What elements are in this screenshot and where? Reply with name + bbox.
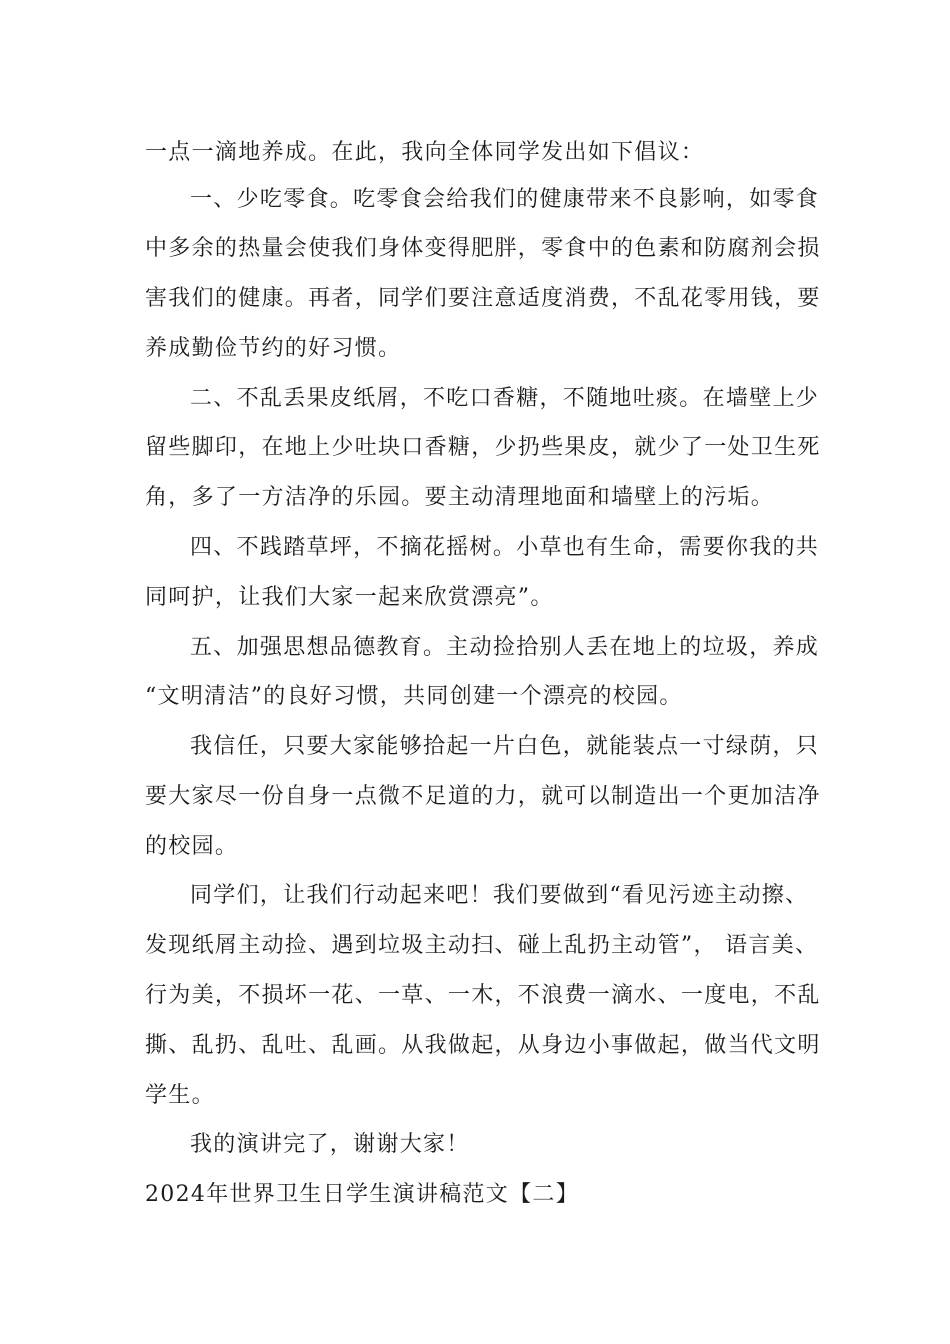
text-line: 行为美，不损坏一花、一草、一木，不浪费一滴水、一度电，不乱 bbox=[145, 983, 821, 1008]
text-line: 养成勤俭节约的好习惯。 bbox=[145, 336, 402, 361]
text-line: 的校园。 bbox=[145, 834, 239, 859]
text-line: 五、加强思想品德教育。主动捡拾别人丢在地上的垃圾，养成 bbox=[190, 635, 820, 660]
text-line: 发现纸屑主动捡、遇到垃圾主动扫、碰上乱扔主动管”， 语言美、 bbox=[145, 933, 819, 958]
text-line: 一点一滴地养成。在此，我向全体同学发出如下倡议： bbox=[145, 140, 705, 165]
text-line: 四、不践踏草坪，不摘花摇树。小草也有生命，需要你我的共 bbox=[190, 535, 820, 560]
text-line: 中多余的热量会使我们身体变得肥胖，零食中的色素和防腐剂会损 bbox=[145, 236, 821, 261]
text-line: 同学们，让我们行动起来吧！我们要做到“看见污迹主动擦、 bbox=[190, 883, 809, 908]
text-line: 同呵护，让我们大家一起来欣赏漂亮”。 bbox=[145, 585, 554, 610]
text-line: 角，多了一方洁净的乐园。要主动清理地面和墙壁上的污垢。 bbox=[145, 485, 775, 510]
text-line: 留些脚印，在地上少吐块口香糖，少扔些果皮，就少了一处卫生死 bbox=[145, 435, 821, 460]
text-line: “文明清洁”的良好习惯，共同创建一个漂亮的校园。 bbox=[145, 684, 683, 709]
text-line: 一、少吃零食。吃零食会给我们的健康带来不良影响，如零食 bbox=[190, 187, 820, 212]
text-line: 撕、乱扔、乱吐、乱画。从我做起，从身边小事做起，做当代文明 bbox=[145, 1033, 821, 1058]
section-heading: 2024年世界卫生日学生演讲稿范文【二】 bbox=[145, 1182, 579, 1207]
text-line: 我的演讲完了，谢谢大家！ bbox=[190, 1132, 470, 1157]
text-line: 学生。 bbox=[145, 1083, 215, 1108]
text-line: 我信任，只要大家能够拾起一片白色，就能装点一寸绿荫，只 bbox=[190, 734, 820, 759]
text-line: 害我们的健康。再者，同学们要注意适度消费，不乱花零用钱，要 bbox=[145, 286, 821, 311]
text-line: 要大家尽一份自身一点微不足道的力，就可以制造出一个更加洁净 bbox=[145, 784, 821, 809]
text-line: 二、不乱丢果皮纸屑，不吃口香糖，不随地吐痰。在墙壁上少 bbox=[190, 386, 820, 411]
